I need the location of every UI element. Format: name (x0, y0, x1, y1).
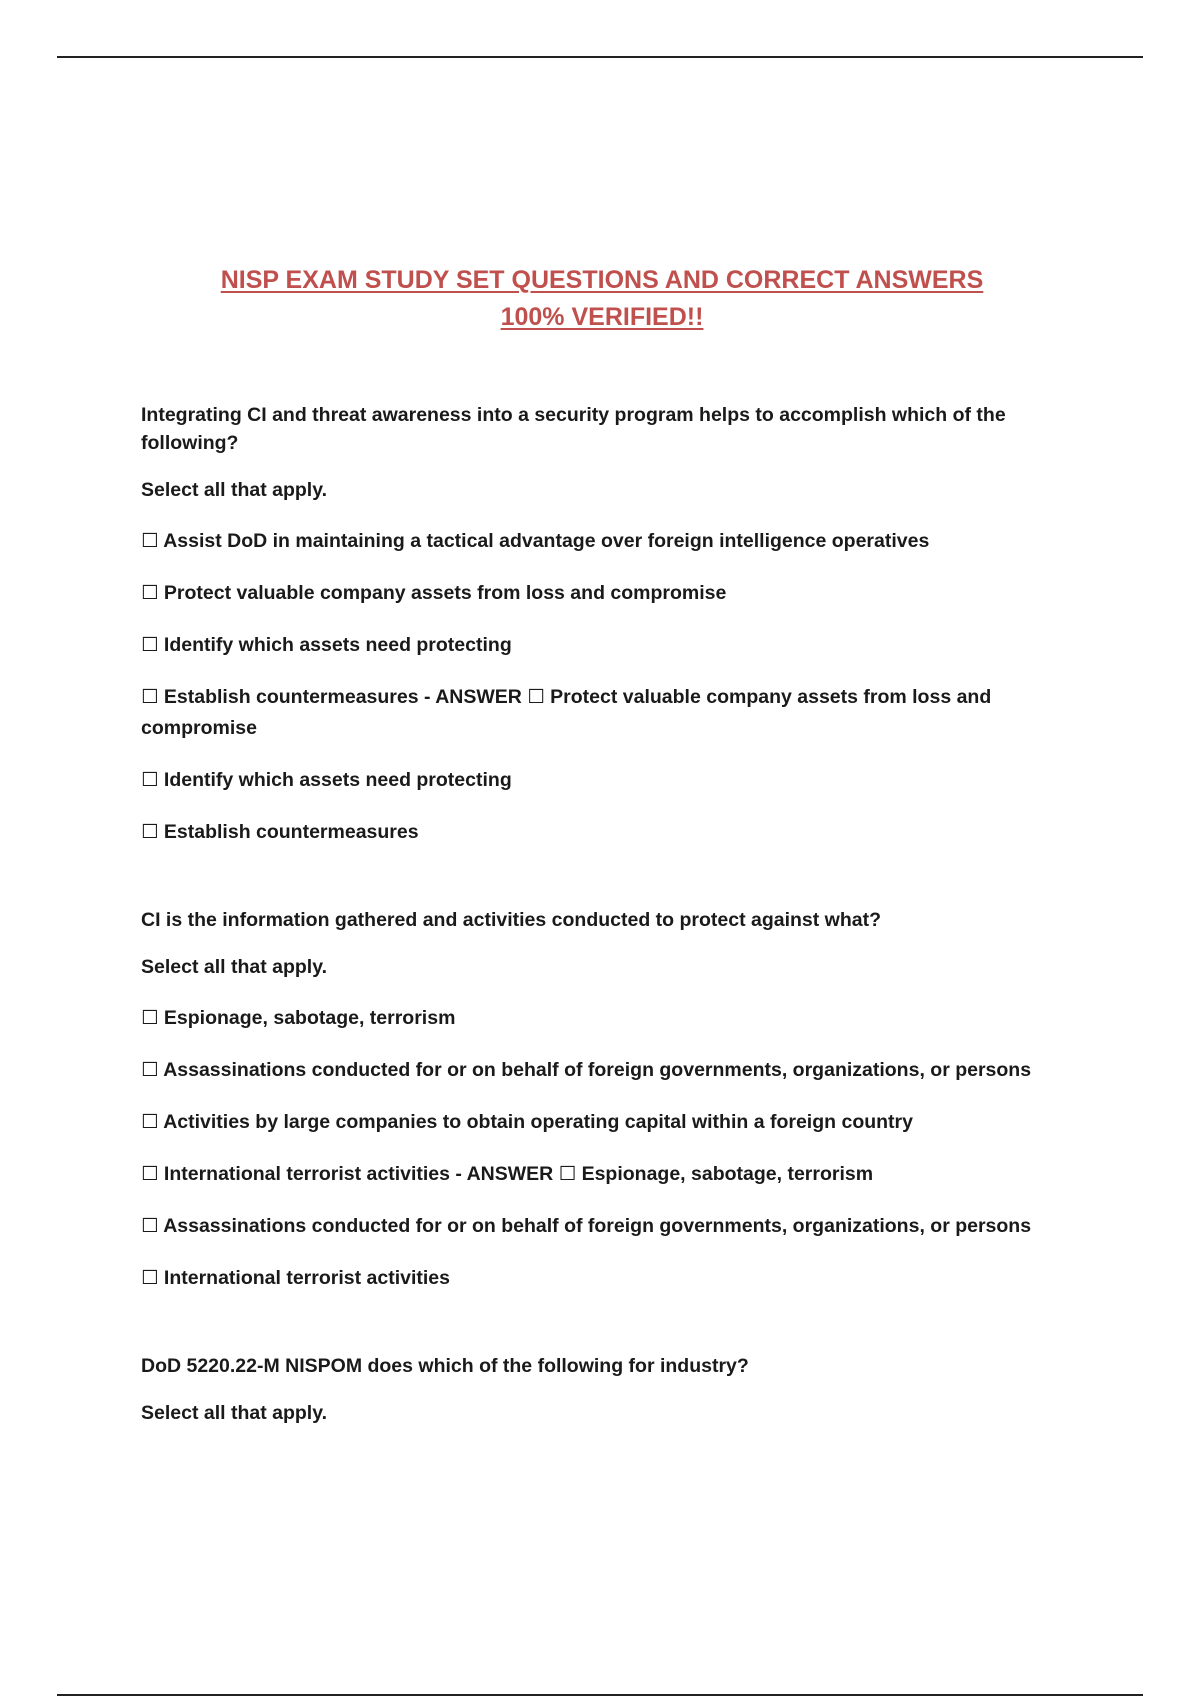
answer-option (141, 682, 1061, 744)
question-text: Integrating CI and threat awareness into a security program helps to accomplish which of the following? (141, 404, 1006, 454)
answer-option (141, 1159, 1061, 1190)
answer-option (141, 526, 1061, 557)
option-text: Assassinations conducted for or on behalf of foreign governments, organizations, or persons (163, 1215, 1032, 1237)
checkbox-icon: ☐ (141, 530, 159, 552)
answer-option (141, 1211, 1061, 1242)
answer-option (141, 1263, 1061, 1294)
question-block-3 (141, 1352, 1061, 1429)
option-text: Establish countermeasures - ANSWER ☐ Protect valuable company assets from loss and compromise (141, 686, 992, 739)
checkbox-icon: ☐ (141, 582, 159, 604)
answer-option (141, 1107, 1061, 1138)
answer-option (141, 765, 1061, 796)
instruction-text: Select all that apply. (141, 1402, 328, 1424)
option-text: Identify which assets need protecting (163, 769, 512, 791)
instruction-text: Select all that apply. (141, 956, 328, 978)
question-list (141, 401, 1061, 1487)
answer-option (141, 817, 1061, 848)
checkbox-icon: ☐ (141, 1059, 159, 1081)
checkbox-icon: ☐ (141, 686, 159, 708)
option-text: Activities by large companies to obtain operating capital within a foreign country (163, 1111, 913, 1133)
title-line-2: 100% VERIFIED!! (500, 303, 704, 331)
option-text: International terrorist activities (163, 1267, 450, 1289)
checkbox-icon: ☐ (141, 769, 159, 791)
question-block-2 (141, 906, 1061, 1294)
option-text: Identify which assets need protecting (163, 634, 512, 656)
question-text: DoD 5220.22-M NISPOM does which of the following for industry? (141, 1355, 749, 1377)
option-text: Espionage, sabotage, terrorism (163, 1007, 456, 1029)
document-title (140, 262, 1064, 336)
answer-option (141, 630, 1061, 661)
checkbox-icon: ☐ (141, 1267, 159, 1289)
answer-option (141, 1055, 1061, 1086)
checkbox-icon: ☐ (141, 1007, 159, 1029)
instruction-text: Select all that apply. (141, 479, 328, 501)
option-text: Protect valuable company assets from loss and compromise (163, 582, 727, 604)
checkbox-icon: ☐ (141, 634, 159, 656)
option-text: Assist DoD in maintaining a tactical advantage over foreign intelligence operatives (163, 530, 930, 552)
option-text: Establish countermeasures (163, 821, 419, 843)
question-block-1 (141, 401, 1061, 848)
title-line-1: NISP EXAM STUDY SET QUESTIONS AND CORRECT ANSWERS (220, 266, 984, 294)
checkbox-icon: ☐ (141, 821, 159, 843)
question-text: CI is the information gathered and activities conducted to protect against what? (141, 909, 882, 931)
checkbox-icon: ☐ (141, 1111, 159, 1133)
answer-option (141, 578, 1061, 609)
checkbox-icon: ☐ (141, 1163, 159, 1185)
header-rule (57, 56, 1143, 58)
checkbox-icon: ☐ (141, 1215, 159, 1237)
answer-option (141, 1003, 1061, 1034)
option-text: International terrorist activities - ANSWER ☐ Espionage, sabotage, terrorism (163, 1163, 874, 1185)
option-text: Assassinations conducted for or on behalf of foreign governments, organizations, or persons (163, 1059, 1032, 1081)
footer-rule (57, 1694, 1143, 1696)
